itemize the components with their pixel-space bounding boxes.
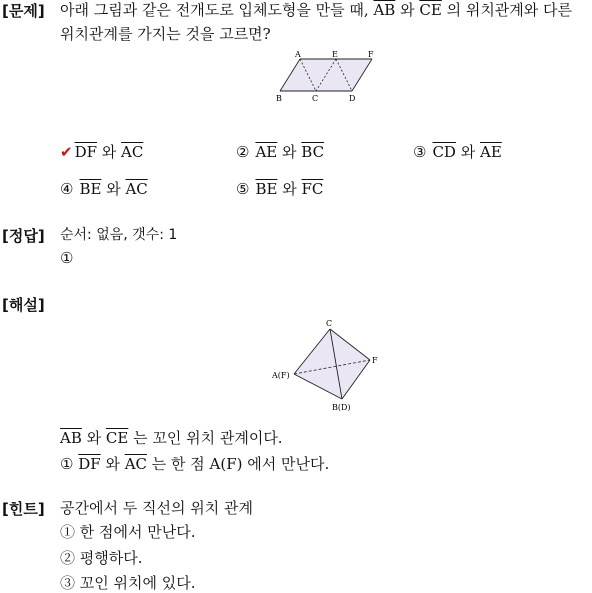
option-3-seg1: $\overline{CD}$ (432, 143, 456, 161)
answer-line-1: 순서: 없음, 갯수: 1 (60, 227, 178, 243)
expl-and-1: 와 (81, 429, 106, 447)
expl-seg-ce: $\overline{CE}$ (105, 429, 129, 447)
tetrahedron-diagram (268, 318, 384, 416)
net-label-f: F (368, 50, 374, 59)
option-2-mid: 와 (277, 143, 302, 161)
expl-post-1: 는 꼬인 위치 관계이다. (128, 429, 283, 447)
problem-line-1 (60, 0, 572, 20)
option-5-seg2: $\overline{FC}$ (301, 180, 324, 198)
option-2[interactable] (236, 142, 324, 162)
option-4-seg1: $\overline{BE}$ (79, 180, 102, 198)
hint-tag: [힌트] (2, 500, 45, 518)
segment-ce: $\overline{CE}$ (419, 1, 442, 19)
option-4-seg2: $\overline{AC}$ (125, 180, 148, 198)
explanation-line-1 (60, 428, 283, 448)
problem-and: 와 (395, 1, 420, 19)
option-1-seg2: $\overline{AC}$ (121, 143, 144, 161)
option-1[interactable] (60, 142, 143, 162)
net-label-b: B (276, 94, 282, 103)
explanation-tag: [해설] (2, 296, 45, 314)
option-4-mid: 와 (101, 180, 126, 198)
expl-seg-ab: $\overline{AB}$ (60, 429, 82, 447)
option-2-seg2: $\overline{BC}$ (301, 143, 325, 161)
option-5-num: ⑤ (236, 180, 250, 198)
hint-line-1: 공간에서 두 직선의 위치 관계 (60, 499, 253, 517)
answer-line-2: ① (60, 249, 74, 267)
answer-tag: [정답] (2, 227, 45, 245)
option-2-seg1: $\overline{AE}$ (255, 143, 278, 161)
problem-text-pre: 아래 그림과 같은 전개도로 입체도형을 만들 때, (60, 1, 374, 19)
segment-ab: $\overline{AB}$ (373, 1, 396, 19)
tetra-label-f: F (372, 356, 378, 365)
option-1-mid: 와 (97, 143, 122, 161)
option-3-seg2: $\overline{AE}$ (480, 143, 502, 161)
expl-and-2: 와 (100, 455, 125, 473)
option-3-num: ③ (413, 143, 427, 161)
hint-line-4: ③ 꼬인 위치에 있다. (60, 574, 196, 592)
option-5[interactable] (236, 179, 323, 199)
net-label-a: A (295, 50, 301, 59)
option-5-seg1: $\overline{BE}$ (255, 180, 278, 198)
expl-seg-ac: $\overline{AC}$ (124, 455, 147, 473)
expl-num: ① (60, 455, 79, 473)
option-4-num: ④ (60, 180, 74, 198)
net-label-d: D (349, 94, 356, 103)
explanation-line-2 (60, 454, 329, 474)
net-label-e: E (332, 50, 338, 59)
check-icon: ✔ (60, 143, 73, 161)
option-3-mid: 와 (455, 143, 480, 161)
hint-line-3: ② 평행하다. (60, 549, 143, 567)
option-4[interactable] (60, 179, 148, 199)
tetra-label-af: A(F) (272, 371, 290, 380)
net-diagram (272, 48, 382, 104)
net-label-c: C (312, 94, 319, 103)
tetra-label-c: C (326, 319, 333, 328)
hint-line-2: ① 한 점에서 만난다. (60, 523, 196, 541)
option-2-num: ② (236, 143, 250, 161)
problem-tag: [문제] (2, 2, 45, 20)
expl-post-2: 는 한 점 A(F) 에서 만난다. (147, 455, 330, 473)
option-5-mid: 와 (277, 180, 302, 198)
tetra-label-bd: B(D) (332, 403, 351, 412)
option-3[interactable] (413, 142, 502, 162)
option-1-seg1: $\overline{DF}$ (74, 143, 98, 161)
problem-text-post: 의 위치관계와 다른 (441, 1, 573, 19)
expl-seg-df: $\overline{DF}$ (78, 455, 101, 473)
problem-line-2: 위치관계를 가지는 것을 고르면? (60, 25, 271, 43)
